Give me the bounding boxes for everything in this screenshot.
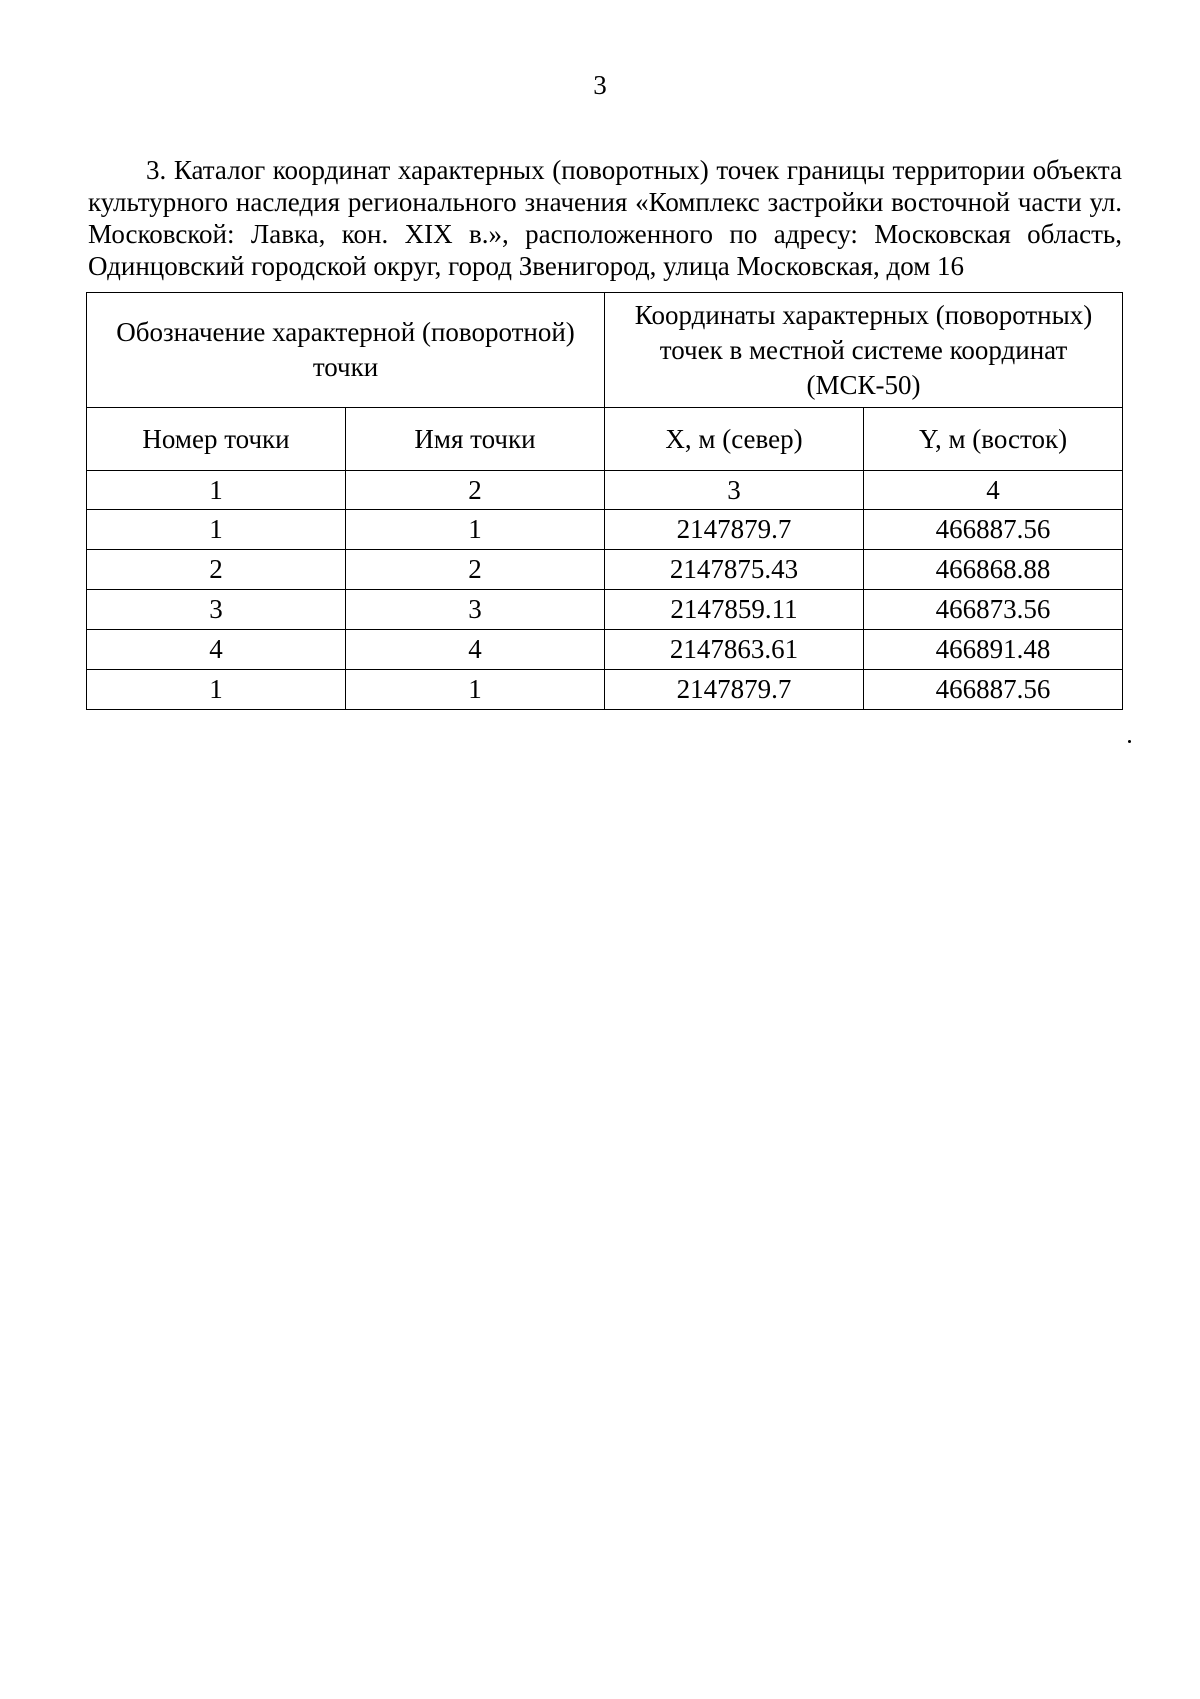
header-point-name: Имя точки: [346, 408, 605, 471]
point-number-cell: 2: [87, 550, 346, 590]
table-row: [87, 590, 1123, 630]
x-coordinate-cell: 2147875.43: [605, 550, 864, 590]
x-coordinate-cell: 2147879.7: [605, 670, 864, 710]
column-number: 3: [605, 471, 864, 510]
table-row: [87, 670, 1123, 710]
point-name-cell: 4: [346, 630, 605, 670]
point-name-cell: 3: [346, 590, 605, 630]
table-group-header-row: [87, 293, 1123, 408]
table-row: [87, 510, 1123, 550]
y-coordinate-cell: 466891.48: [864, 630, 1123, 670]
point-number-cell: 1: [87, 510, 346, 550]
point-name-cell: 1: [346, 510, 605, 550]
table-row: [87, 550, 1123, 590]
stray-dot-mark: [1128, 740, 1131, 743]
point-number-cell: 1: [87, 670, 346, 710]
x-coordinate-cell: 2147859.11: [605, 590, 864, 630]
point-number-cell: 4: [87, 630, 346, 670]
table-row: [87, 630, 1123, 670]
column-number-row: [87, 471, 1123, 510]
y-coordinate-cell: 466887.56: [864, 670, 1123, 710]
column-number: 4: [864, 471, 1123, 510]
header-point-number: Номер точки: [87, 408, 346, 471]
table-column-header-row: [87, 408, 1123, 471]
header-y: Y, м (восток): [864, 408, 1123, 471]
header-coordinates: Координаты характерных (поворотных) точек в местной системе координат (МСК-50): [605, 293, 1123, 408]
x-coordinate-cell: 2147863.61: [605, 630, 864, 670]
y-coordinate-cell: 466868.88: [864, 550, 1123, 590]
header-x: X, м (север): [605, 408, 864, 471]
column-number: 2: [346, 471, 605, 510]
point-name-cell: 2: [346, 550, 605, 590]
header-designation: Обозначение характерной (поворотной) точки: [87, 293, 605, 408]
column-number: 1: [87, 471, 346, 510]
y-coordinate-cell: 466887.56: [864, 510, 1123, 550]
coordinates-table: [86, 292, 1123, 710]
point-name-cell: 1: [346, 670, 605, 710]
y-coordinate-cell: 466873.56: [864, 590, 1123, 630]
intro-paragraph: 3. Каталог координат характерных (поворотных) точек границы территории объекта культурного наследия регионального значения «Комплекс застройки восточной части ул. Московской: Лавка, кон. XIX в.», расположенного по адресу: Московская область, Одинцовский городской округ, город Звенигород, улица Московская, дом 16: [88, 155, 1122, 281]
x-coordinate-cell: 2147879.7: [605, 510, 864, 550]
point-number-cell: 3: [87, 590, 346, 630]
page-number: 3: [593, 70, 607, 100]
